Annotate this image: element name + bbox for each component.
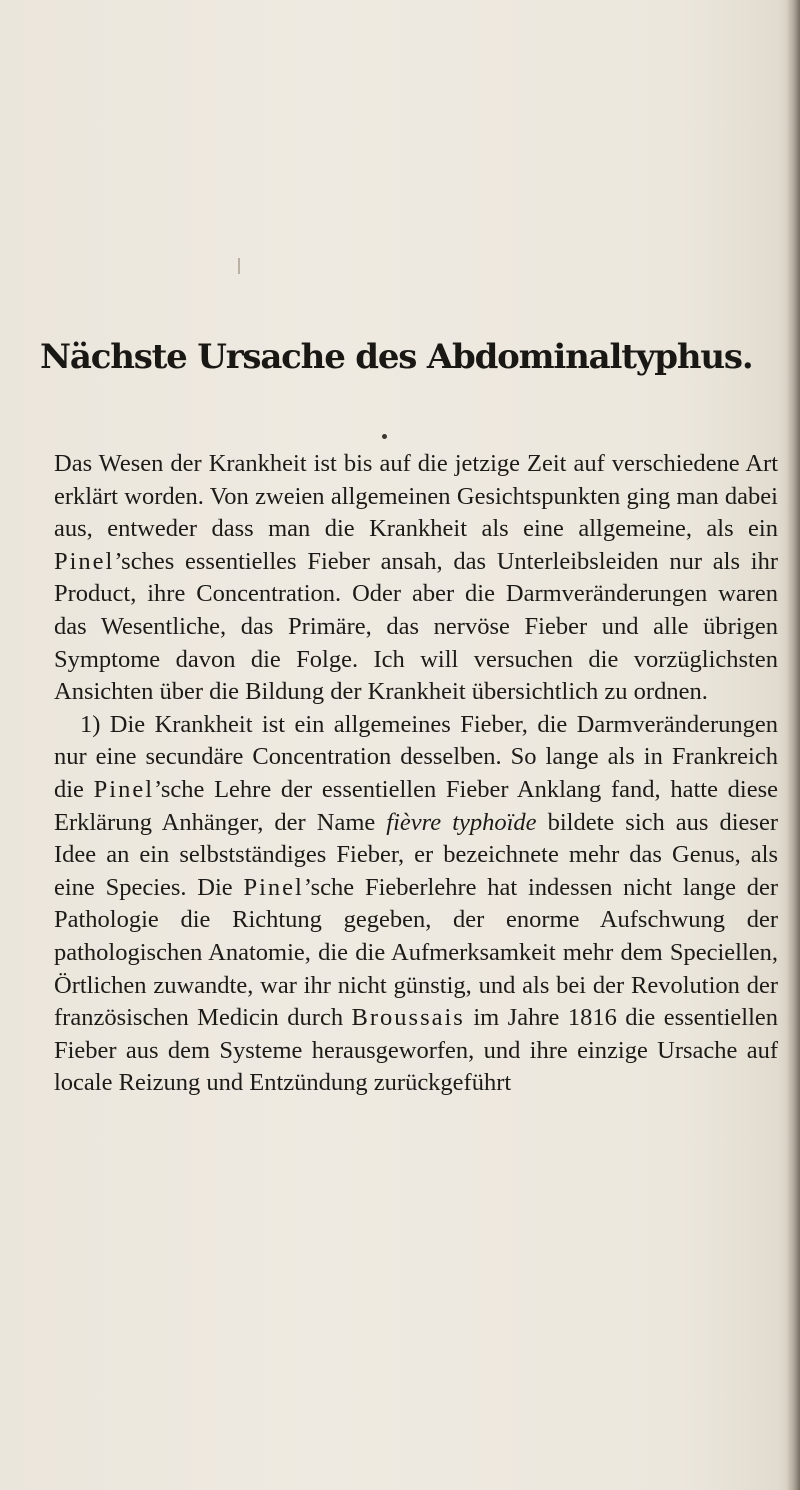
- paragraph-2-part-4: ’sche Fieberlehre hat indessen nicht lange der Pathologie die Richtung gegeben, der enorme Aufschwung der pathologischen Anatomie, die die Aufmerksamkeit mehr dem Speciellen, Örtlichen zuwandte, war ihr nicht günstig, und als bei der Revolution der französischen Medicin durch: [54, 873, 778, 1032]
- author-name-pinel: Pinel: [93, 775, 155, 803]
- ink-dot: [382, 434, 387, 439]
- author-name-pinel: Pinel: [54, 547, 115, 575]
- ink-smudge: [238, 258, 240, 274]
- paragraph-1-part-1: Das Wesen der Krankheit ist bis auf die jetzige Zeit auf verschiedene Art erklärt worden. Von zweien allgemeinen Gesichtspunkten ging man dabei aus, entweder dass man die Krankheit als eine allgemeine, als ein: [54, 450, 778, 543]
- term-fievre-typhoide: fièvre typhoïde: [386, 808, 537, 836]
- author-name-broussais: Broussais: [351, 1004, 465, 1032]
- paragraph-1-part-2: ’sches essentielles Fieber ansah, das Unterleibsleiden nur als ihr Product, ihre Concentration. Oder aber die Darmveränderungen waren das Wesentliche, das Primäre, das nervöse Fieber und alle übrigen Symptome davon die Folge. Ich will versuchen die vorzüglichsten Ansichten über die Bildung der Krankheit übersichtlich zu ordnen.: [54, 547, 778, 706]
- paragraph-2-part-3: bildete sich aus dieser Idee an ein selbstständiges Fieber, er bezeichnete mehr das Genus, als eine Species. Die: [54, 808, 779, 901]
- paragraph-2: [54, 709, 778, 1100]
- paragraph-2-part-2: ’sche Lehre der essentiellen Fieber Anklang fand, hatte diese Erklärung Anhänger, der Name: [54, 775, 779, 836]
- page-edge-shadow: [786, 0, 800, 1490]
- body-text: [54, 448, 778, 1100]
- paragraph-1: [54, 448, 778, 709]
- chapter-heading: Nächste Ursache des Abdominaltyphus.: [40, 337, 753, 377]
- paragraph-2-part-1: 1) Die Krankheit ist ein allgemeines Fieber, die Darmveränderungen nur eine secundäre Concentration desselben. So lange als in Frankreich die: [54, 710, 778, 803]
- paragraph-2-part-5: im Jahre 1816 die essentiellen Fieber aus dem Systeme herausgeworfen, und ihre einzige Ursache auf locale Reizung und Entzündung zurückgeführt: [54, 1004, 778, 1097]
- author-name-pinel: Pinel: [243, 873, 304, 901]
